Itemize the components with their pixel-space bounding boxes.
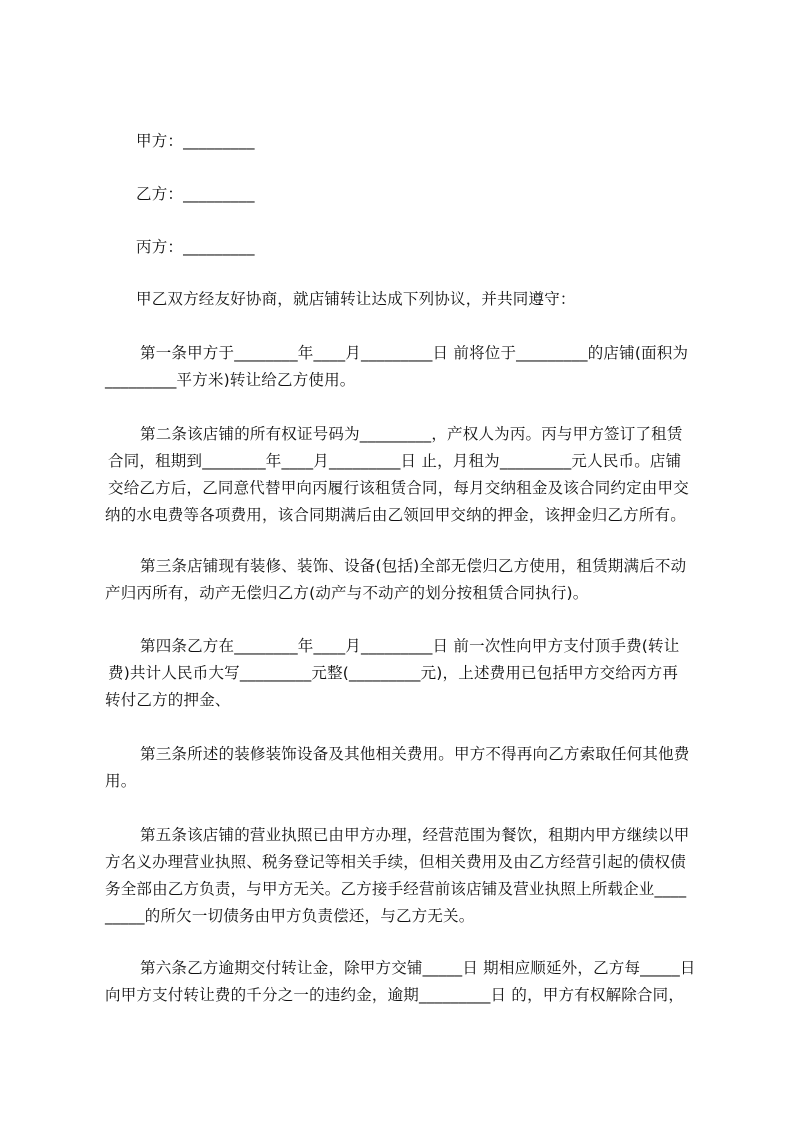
party-b-line: 乙方：_________ — [136, 185, 255, 203]
article-3-line-2: 产归丙所有，动产无偿归乙方(动产与不动产的划分按租赁合同执行)。 — [105, 584, 589, 602]
article-4-line-3: 转付乙方的押金、 — [105, 691, 231, 709]
party-a-line: 甲方：_________ — [136, 132, 255, 150]
article-3b-line-1: 第三条所述的装修装饰设备及其他相关费用。甲方不得再向乙方索取任何其他费 — [140, 745, 690, 763]
article-5-line-1: 第五条该店铺的营业执照已由甲方办理，经营范围为餐饮，租期内甲方继续以甲 — [140, 826, 690, 844]
article-3b-line-2: 用。 — [105, 772, 137, 790]
article-5-line-2: 方名义办理营业执照、税务登记等相关手续，但相关费用及由乙方经营引起的债权债 — [105, 853, 686, 871]
article-2-line-2: 合同，租期到________年____月_________日 止，月租为_________元人民币。店铺 — [108, 452, 682, 470]
article-2-line-3: 交给乙方后，乙同意代替甲向丙履行该租赁合同，每月交纳租金及该合同约定由甲交 — [108, 479, 689, 497]
article-3-line-1: 第三条店铺现有装修、装饰、设备(包括)全部无偿归乙方使用，租赁期满后不动 — [140, 557, 687, 575]
article-2-line-1: 第二条该店铺的所有权证号码为_________，产权人为丙。丙与甲方签订了租赁 — [140, 425, 683, 443]
party-c-line: 丙方：_________ — [136, 238, 255, 256]
article-4-line-2: 费)共计人民币大写_________元整(_________元)，上述费用已包括甲方交给丙方再 — [108, 664, 679, 682]
article-2-line-4: 纳的水电费等各项费用，该合同期满后由乙领回甲交纳的押金，该押金归乙方所有。 — [105, 506, 686, 524]
article-1-line-2: _________平方米)转让给乙方使用。 — [105, 371, 356, 389]
article-5-line-4: _____的所欠一切债务由甲方负责偿还，与乙方无关。 — [105, 907, 475, 925]
article-1-line-1: 第一条甲方于________年____月_________日 前将位于_________的店铺(面积为 — [140, 344, 689, 362]
article-6-line-2: 向甲方支付转让费的千分之一的违约金，逾期_________日 的，甲方有权解除合同， — [105, 986, 685, 1004]
article-4-line-1: 第四条乙方在________年____月_________日 前一次性向甲方支付顶手费(转让 — [140, 637, 680, 655]
article-6-line-1: 第六条乙方逾期交付转让金，除甲方交铺_____日 期相应顺延外，乙方每_____日 — [140, 959, 696, 977]
intro-line: 甲乙双方经友好协商，就店铺转让达成下列协议，并共同遵守： — [136, 290, 576, 308]
article-5-line-3: 务全部由乙方负责，与甲方无关。乙方接手经营前该店铺及营业执照上所载企业____ — [105, 880, 687, 898]
